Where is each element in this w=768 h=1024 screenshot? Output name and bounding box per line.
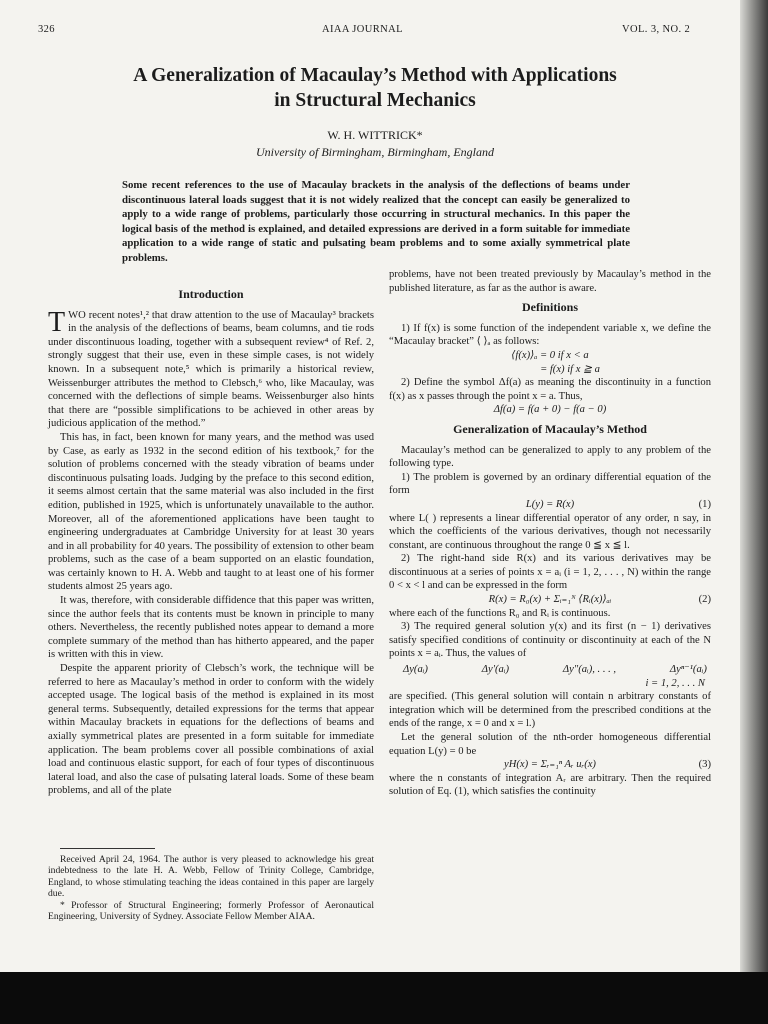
continued-paragraph: problems, have not been treated previously by Macaulay’s method in the published literature, as far as the author is aware. xyxy=(389,269,711,294)
equation-3-number: (3) xyxy=(698,759,711,771)
generalization-heading: Generalization of Macaulay’s Method xyxy=(453,421,647,436)
journal-name: AIAA JOURNAL xyxy=(322,24,403,35)
homogeneous-solution-intro: Let the general solution of the nth-order homogeneous differential equation L(y) = 0 be xyxy=(389,732,711,757)
footnote-rule xyxy=(60,848,155,849)
title-line-2: in Structural Mechanics xyxy=(274,90,476,111)
equation-2: R(x) = R₀(x) + Σᵢ₌₁ᴺ ⟨Rᵢ(x)⟩ₐᵢ (2) xyxy=(488,594,711,606)
equation-3: yH(x) = Σᵣ₌₁ⁿ Aᵣ uᵣ(x) (3) xyxy=(504,759,711,771)
macaulay-bracket-eq-2: = f(x) if x ≧ a xyxy=(540,363,600,375)
definition-1: 1) If f(x) is some function of the independent variable x, we define the “Macaulay bracket” ⟨ ⟩ₐ as follows: xyxy=(389,322,711,348)
right-column xyxy=(389,268,711,799)
condition-1: 1) The problem is governed by an ordinary differential equation of the form xyxy=(389,471,711,497)
footnotes xyxy=(48,854,374,922)
delta-term: Δy(aᵢ) xyxy=(403,664,428,676)
title-line-1: A Generalization of Macaulay’s Method with Applications xyxy=(133,65,617,86)
equation-1-number: (1) xyxy=(698,498,711,510)
definition-2: 2) Define the symbol Δf(a) as meaning the discontinuity in a function f(x) as x passes through the point x = a. Thus, xyxy=(389,377,711,402)
condition-2-continued: where each of the functions R₀ and Rᵢ is continuous. xyxy=(389,607,611,619)
equation-1: L(y) = R(x) (1) xyxy=(525,498,711,510)
author-name: W. H. WITTRICK* xyxy=(327,128,423,142)
drop-cap: T xyxy=(48,306,66,338)
condition-3: 3) The required general solution y(x) and its first (n − 1) derivatives satisfy specified conditions of continuity or discontinuity at each of the N points x = aᵢ. Thus, the values of xyxy=(389,621,711,660)
left-column xyxy=(48,282,374,798)
discontinuity-eq: Δf(a) = f(a + 0) − f(a − 0) xyxy=(493,404,607,416)
abstract: Some recent references to the use of Macaulay brackets in the analysis of the deflections of beams under discontinuous lateral loads suggest that it is not widely realized that the concept can easily be generalized to apply to a wide range of problems, particularly those occurring in structural mechanics. In this paper the logical basis of the method is explained, and detailed expressions are derived in a form suitable for immediate application to a wide range of static and pulsating beam problems and to some axially symmetrical plate problems. xyxy=(122,179,630,264)
condition-3-continued: are specified. (This general solution will contain n arbitrary constants of integration which will be determined from the prescribed conditions at the ends of the range, x = 0 and x = l.) xyxy=(389,691,711,730)
intro-paragraph-2: This has, in fact, been known for many years, and the method was used by Case, as early as 1932 in the second edition of his textbook,⁷ for the solution of problems concerned with the steady vibration of beams under discontinuous pulsating loads. Judging by the preface to this second edition, it seems almost certain that the same material was also included in the first edition, published in 1925, which is unfortunately unavailable to the author. Moreover, all of the aforementioned applications have been taught to engineering undergraduates at Cambridge University for at least 30 years and in all probability for 40 years. The possibility of extension to other beam problems, such as the case of a beam supported on an elastic foundation, was certainly known to H. A. Webb and taught to at least one of his former students almost 25 years ago. xyxy=(48,431,374,593)
page-number: 326 xyxy=(38,24,55,35)
footnote-received: Received April 24, 1964. The author is very pleased to acknowledge his great indebtedness to the late H. A. Webb, Fellow of Trinity College, Cambridge, England, to whose stimulating teaching the ideas contained in this paper are largely due. xyxy=(48,854,374,900)
delta-index-range: i = 1, 2, . . . N xyxy=(645,677,705,689)
delta-term: Δyⁿ⁻¹(aᵢ) xyxy=(669,664,707,676)
discontinuity-list xyxy=(389,661,711,677)
delta-term: Δy″(aᵢ), . . . , xyxy=(562,664,617,676)
condition-1-continued: where L( ) represents a linear differential operator of any order, n say, in which the coefficients of the various derivatives, though not necessarily constant, are continuous throughout the range 0 ≦ x ≦ l. xyxy=(389,512,711,551)
intro-paragraph-3: It was, therefore, with considerable diffidence that this paper was written, since the author feels that its contents must be known in principle to many others. Nevertheless, the recently published notes appear to demand a more complete summary of the method than has hitherto appeared, and the paper is written with this in view. xyxy=(48,595,374,661)
paper-title xyxy=(60,63,690,113)
definitions-heading: Definitions xyxy=(521,300,578,315)
equation-2-number: (2) xyxy=(698,594,711,606)
book-spine-shadow xyxy=(740,0,768,972)
delta-term: Δy′(aᵢ) xyxy=(481,664,510,676)
macaulay-bracket-eq-1: ⟨f(x)⟩ₐ = 0 if x < a xyxy=(511,349,589,361)
scan-background xyxy=(0,972,768,1024)
author-affiliation: University of Birmingham, Birmingham, England xyxy=(256,145,494,159)
homogeneous-solution-continued: where the n constants of integration Aᵣ are arbitrary. Then the required solution of Eq. (1), which satisfies the continuity xyxy=(389,772,711,798)
footnote-professor: * Professor of Structural Engineering; formerly Professor of Aeronautical Engineering, University of Sydney. Associate Fellow Member AIAA. xyxy=(48,899,374,923)
condition-2: 2) The right-hand side R(x) and its various derivatives may be discontinuous at a series of points x = aᵢ (i = 1, 2, . . . , N) within the range 0 < x < l and can be expressed in the form xyxy=(389,553,711,592)
introduction-heading: Introduction xyxy=(178,287,244,301)
intro-paragraph-4: Despite the apparent priority of Clebsch’s work, the technique will be referred to here as Macaulay’s method in order to conform with the widely accepted usage. The logical basis of the method is explained in its most general terms. Subsequently, detailed expressions for the terms that appear within Macaulay brackets in equations for the deflections of beams and axially symmetrical plates are presented in a form suitable for immediate application. The beam problems cover all possible combinations of axial load and continuous elastic support, for each of four types of discontinuous lateral load, and also the case of pulsating lateral loads. Some of these beam problems, and all of the plate xyxy=(48,663,374,797)
generalization-intro: Macaulay’s method can be generalized to apply to any problem of the following type. xyxy=(389,444,711,470)
intro-paragraph-1: TWO recent notes¹,² that draw attention to the use of Macaulay³ brackets in the analysis of the deflections of beams, beam columns, and tie rods under discontinuous loading, together with a subsequent review⁴ of Ref. 2, strongly suggest that their use, even in these simple cases, is not widely known. In a subsequent note,⁵ which is primarily a historical review, Weissenburger attributes the method to Clebsch,⁶ who, like Macaulay, was concerned with the deflections of simple beams. Weissenburger also hints that there are “possible simplifications to be achieved in other areas by judicious application of the method.” xyxy=(48,306,374,430)
volume-number: VOL. 3, NO. 2 xyxy=(622,24,691,35)
